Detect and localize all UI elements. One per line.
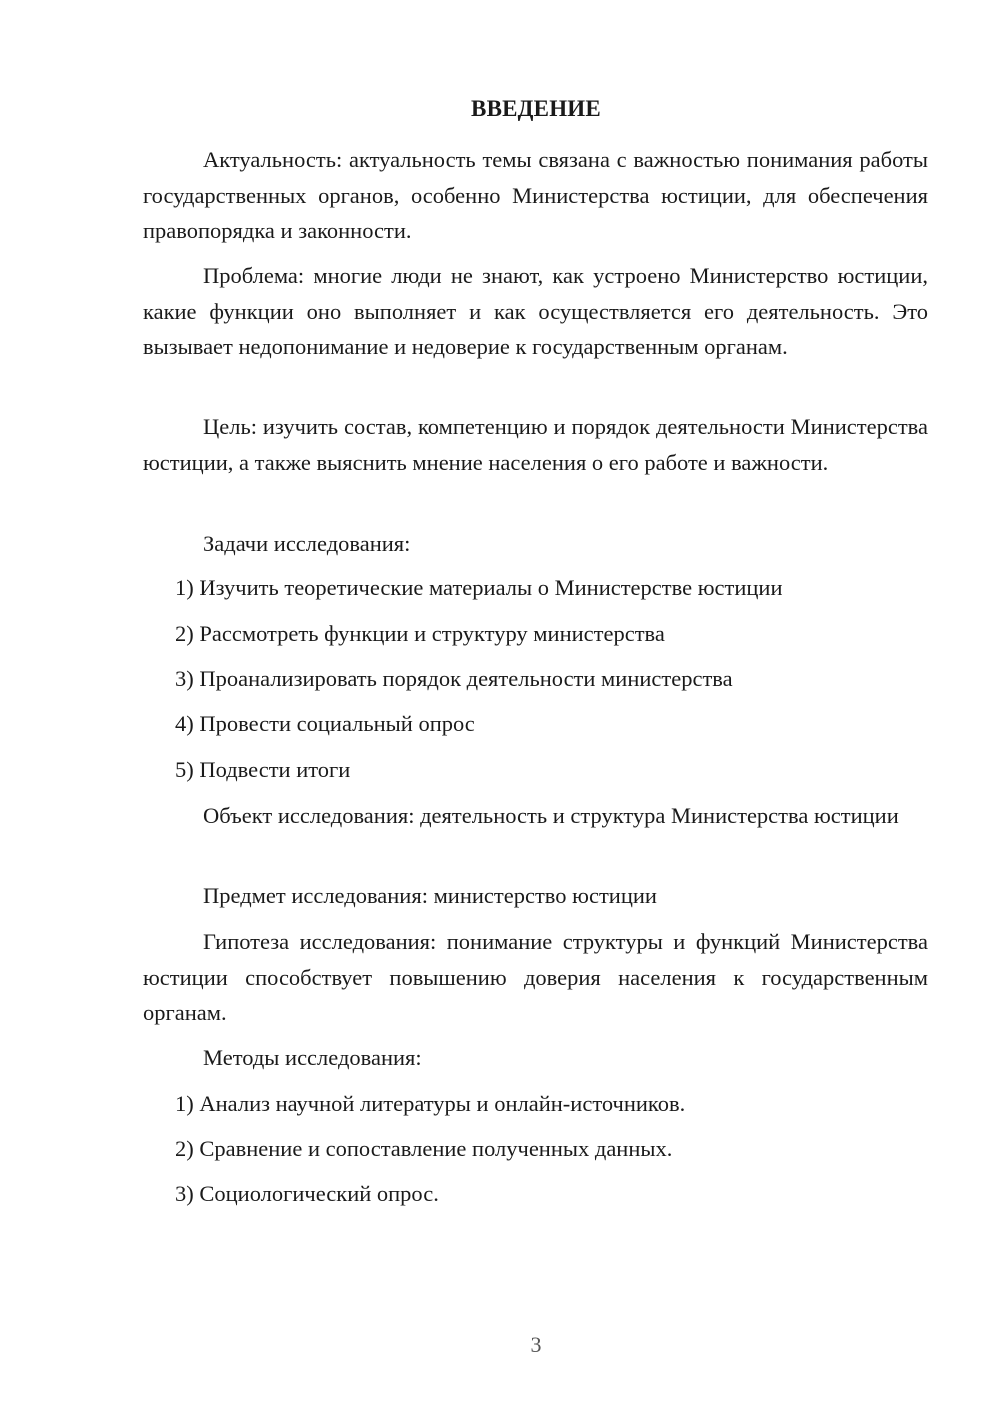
methods-list-item-2-block <box>143 1131 928 1167</box>
section-title: ВВЕДЕНИЕ <box>471 96 601 121</box>
goal-paragraph: Цель: изучить состав, компетенцию и порядок деятельности Министерства юстиции, а также выяснить мнение населения о его работе и важности. <box>143 414 928 475</box>
task-item-2: 2) Рассмотреть функции и структуру министерства <box>175 621 665 646</box>
subject-block <box>143 878 928 914</box>
tasks-list-item-2-block <box>143 616 928 652</box>
tasks-list-item-1-block <box>143 570 928 606</box>
methods-heading: Методы исследования: <box>203 1045 422 1070</box>
tasks-heading: Задачи исследования: <box>203 531 411 556</box>
task-item-1: 1) Изучить теоретические материалы о Министерстве юстиции <box>175 575 783 600</box>
goal-block <box>143 409 928 480</box>
task-item-3: 3) Проанализировать порядок деятельности министерства <box>175 666 733 691</box>
tasks-list-item-3-block <box>143 661 928 697</box>
relevance-block <box>143 142 928 249</box>
object-block <box>143 798 928 834</box>
page-number: 3 <box>530 1332 542 1357</box>
methods-list-item-3-block <box>143 1176 928 1212</box>
tasks-heading-block <box>143 526 928 562</box>
tasks-list-item-4-block <box>143 706 928 742</box>
method-item-3: 3) Социологический опрос. <box>175 1181 439 1206</box>
relevance-paragraph: Актуальность: актуальность темы связана с важностью понимания работы государственных органов, особенно Министерства юстиции, для обеспечения правопорядка и законности. <box>143 147 928 243</box>
methods-heading-block <box>143 1040 928 1076</box>
object-paragraph: Объект исследования: деятельность и структура Министерства юстиции <box>203 803 899 828</box>
hypothesis-paragraph: Гипотеза исследования: понимание структуры и функций Министерства юстиции способствует повышению доверия населения к государственным органам. <box>143 929 928 1025</box>
method-item-1: 1) Анализ научной литературы и онлайн-источников. <box>175 1091 686 1116</box>
tasks-list-item-5-block <box>143 752 928 788</box>
task-item-4: 4) Провести социальный опрос <box>175 711 475 736</box>
problem-paragraph: Проблема: многие люди не знают, как устроено Министерство юстиции, какие функции оно выполняет и как осуществляется его деятельность. Это вызывает недопонимание и недоверие к государственным органам. <box>143 263 928 359</box>
task-item-5: 5) Подвести итоги <box>175 757 351 782</box>
methods-list-item-1-block <box>143 1086 928 1122</box>
hypothesis-block <box>143 924 928 1031</box>
subject-paragraph: Предмет исследования: министерство юстиции <box>203 883 657 908</box>
method-item-2: 2) Сравнение и сопоставление полученных данных. <box>175 1136 673 1161</box>
problem-block <box>143 258 928 365</box>
